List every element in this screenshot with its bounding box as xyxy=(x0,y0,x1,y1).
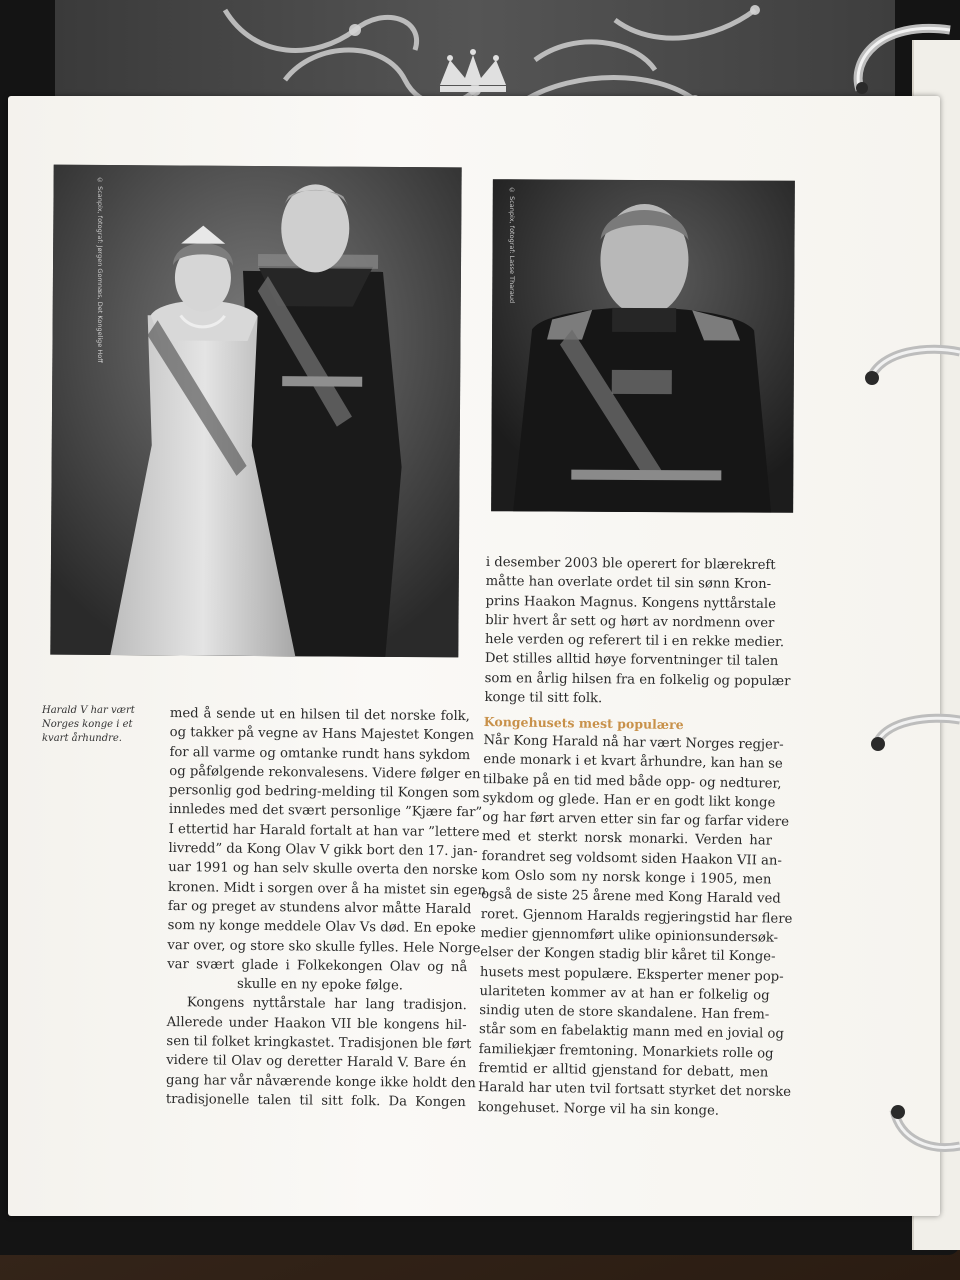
text-line: roret. Gjennom Haralds regjeringstid har flere xyxy=(480,906,793,927)
text-line: kom Oslo som ny norsk konge i 1905, men xyxy=(481,868,772,888)
text-line: og har ført arven etter sin far og farfar videre xyxy=(482,810,790,830)
text-column-left xyxy=(165,704,487,1112)
text-line: og påfølgende rekonvalesens. Videre følger en xyxy=(169,763,481,783)
text-line: livredd” da Kong Olav V gikk bort den 17. jan- xyxy=(168,841,478,860)
text-line: tradisjonelle talen til sitt folk. Da Kongen xyxy=(165,1091,466,1111)
text-line: Harald har uten tvil fortsatt styrket det norske xyxy=(477,1080,792,1101)
text-line: ende monark i et kvart århundre, kan han se xyxy=(483,752,783,772)
text-line: forandret seg voldsomt siden Haakon VII an- xyxy=(481,848,783,869)
text-line: står som en fabelaktig mann med en jovial og xyxy=(478,1022,784,1043)
text-line: fremtid er alltid gjenstand for debatt, men xyxy=(478,1061,769,1081)
text-line: uar 1991 og han selv skulle overta den norske xyxy=(168,860,478,879)
text-column-right-top xyxy=(484,553,791,710)
caption-line: Harald V har vært xyxy=(42,705,135,716)
text-line: tilbake på en tid med både opp- og nedturer, xyxy=(482,771,782,792)
caption-line: Norges konge i et xyxy=(42,719,133,730)
binder-ring-icon xyxy=(880,1090,960,1170)
text-line: Kongens nyttårstale har lang tradisjon. xyxy=(186,995,467,1014)
text-line: for all varme og omtanke rundt hans sykdom xyxy=(169,744,471,763)
text-line: I ettertid har Harald fortalt at han var ”lettere xyxy=(168,821,480,841)
text-line: sindig uten de store skandalene. Han frem- xyxy=(479,1003,770,1023)
caption-line: kvart århundre. xyxy=(42,733,122,744)
text-line: måtte han overlate ordet til sin sønn Kron- xyxy=(485,574,772,593)
binder-ring-icon xyxy=(840,0,960,100)
section-heading: Kongehusets mest populære xyxy=(483,713,684,733)
text-line: med et sterkt norsk monarki. Verden har xyxy=(481,829,773,850)
text-line: husets mest populære. Eksperter mener pop- xyxy=(479,964,784,985)
text-line: ulariteten kommer av at han er folkelig og xyxy=(479,983,770,1004)
text-line: Det stilles alltid høye forventninger til talen xyxy=(484,651,779,670)
text-line: var svært glade i Folkekongen Olav og nå xyxy=(167,956,468,975)
text-line: skulle en ny epoke følge. xyxy=(236,976,404,994)
text-line: var over, og store sko skulle fylles. Hele Norge xyxy=(167,937,481,956)
text-line: sen til folket kringkastet. Tradisjonen ble ført xyxy=(166,1034,472,1053)
text-line: og takker på vegne av Hans Majestet Kongen xyxy=(169,725,475,744)
binder-ring-icon xyxy=(860,700,960,780)
text-line: innledes med det svært personlige ”Kjære far”. xyxy=(168,802,487,821)
text-line: familiekjær fremtoning. Monarkiets rolle og xyxy=(478,1041,774,1062)
photo-caption xyxy=(42,704,152,746)
text-line: prins Haakon Magnus. Kongens nyttårstale xyxy=(485,593,777,612)
binder-ring-icon xyxy=(850,330,960,410)
text-line: konge til sitt folk. xyxy=(484,690,603,707)
text-line: kongehuset. Norge vil ha sin konge. xyxy=(477,1099,720,1119)
text-line: Når Kong Harald nå har vært Norges regjer- xyxy=(483,732,784,753)
photo-king-portrait xyxy=(491,179,795,513)
text-line: også de siste 25 årene med Kong Harald ved xyxy=(481,887,781,908)
text-line: elser der Kongen stadig blir kåret til Konge- xyxy=(480,945,776,965)
text-line: videre til Olav og deretter Harald V. Bare én xyxy=(166,1053,467,1072)
text-line: som en årlig hilsen fra en folkelig og populær xyxy=(484,670,791,689)
text-line: sykdom og glede. Han er en godt likt konge xyxy=(482,790,776,811)
photo-credit-right: © Scanpix, fotograf: Lasse Tharaud xyxy=(508,186,516,304)
text-column-right xyxy=(477,712,793,1121)
text-line: med å sende ut en hilsen til det norske folk, xyxy=(169,705,470,725)
photo-credit-left: © Scanpix, fotograf: Jørgen Gomnæs, Det Kongelige Hoff xyxy=(96,176,104,363)
text-line: Allerede under Haakon VII ble kongens hil- xyxy=(166,1014,467,1033)
photo-royal-couple xyxy=(50,165,461,658)
text-line: personlig god bedring-melding til Kongen som xyxy=(169,783,480,802)
text-line: som ny konge meddele Olav Vs død. En epoke xyxy=(167,918,476,937)
text-line: kronen. Midt i sorgen over å ha mistet sin egen xyxy=(168,879,487,898)
text-line: i desember 2003 ble operert for blærekreft xyxy=(485,554,776,574)
text-line: hele verden og referert til i en rekke medier. xyxy=(485,632,785,651)
text-line: medier gjennomført ulike opinionsundersøk- xyxy=(480,925,779,946)
text-line: gang har vår nåværende konge ikke holdt den xyxy=(165,1072,476,1091)
text-line: blir hvert år sett og hørt av nordmenn over xyxy=(485,612,775,631)
text-line: far og preget av stundens alvor måtte Harald xyxy=(167,898,472,918)
